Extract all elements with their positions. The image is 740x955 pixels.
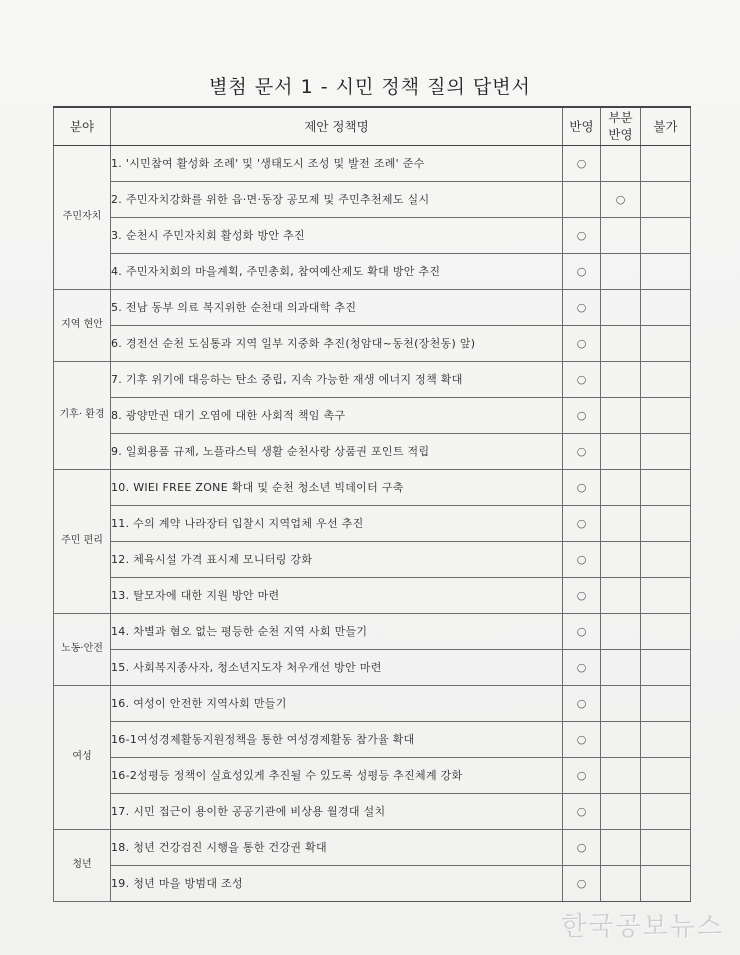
partial-mark-cell: [601, 541, 641, 577]
table-row: [54, 829, 691, 865]
table-body: [54, 145, 691, 901]
partial-mark-cell: [601, 577, 641, 613]
table-row: [54, 757, 691, 793]
reflected-mark-cell: ○: [563, 289, 601, 325]
table-header-row: [54, 107, 691, 145]
policy-answer-table: [53, 106, 691, 902]
policy-name-cell: 18. 청년 건강검진 시행을 통한 건강권 확대: [111, 829, 563, 865]
policy-name-cell: 6. 경전선 순천 도심통과 지역 일부 지중화 추진(청암대~동천(장천동) 앞): [111, 325, 563, 361]
reflected-mark-cell: ○: [563, 361, 601, 397]
category-cell: 지역 현안: [54, 289, 111, 361]
rejected-mark-cell: [641, 757, 691, 793]
policy-name-cell: 4. 주민자치회의 마을계획, 주민총회, 참여예산제도 확대 방안 추진: [111, 253, 563, 289]
partial-mark-cell: [601, 325, 641, 361]
table-row: [54, 253, 691, 289]
rejected-mark-cell: [641, 685, 691, 721]
reflected-mark-cell: ○: [563, 829, 601, 865]
policy-name-cell: 16-2성평등 정책이 실효성있게 추진될 수 있도록 성평등 추진체계 강화: [111, 757, 563, 793]
reflected-mark-cell: ○: [563, 793, 601, 829]
policy-name-cell: 7. 기후 위기에 대응하는 탄소 중립, 지속 가능한 재생 에너지 정책 확대: [111, 361, 563, 397]
policy-name-cell: 2. 주민자치강화를 위한 읍·면·동장 공모제 및 주민추천제도 실시: [111, 181, 563, 217]
reflected-mark-cell: ○: [563, 865, 601, 901]
newspaper-watermark: 한국공보뉴스: [561, 912, 724, 942]
partial-mark-cell: [601, 793, 641, 829]
table-row: [54, 145, 691, 181]
table-row: [54, 289, 691, 325]
reflected-mark-cell: ○: [563, 505, 601, 541]
partial-mark-cell: [601, 289, 641, 325]
rejected-mark-cell: [641, 613, 691, 649]
policy-name-cell: 19. 청년 마을 방범대 조성: [111, 865, 563, 901]
rejected-mark-cell: [641, 541, 691, 577]
partial-mark-cell: [601, 685, 641, 721]
rejected-mark-cell: [641, 253, 691, 289]
document-title: 별첨 문서 1 - 시민 정책 질의 답변서: [209, 76, 531, 98]
category-cell: 기후· 환경: [54, 361, 111, 469]
policy-name-cell: 13. 탈모자에 대한 지원 방안 마련: [111, 577, 563, 613]
partial-mark-cell: [601, 433, 641, 469]
reflected-mark-cell: ○: [563, 325, 601, 361]
category-cell: 청년: [54, 829, 111, 901]
rejected-mark-cell: [641, 289, 691, 325]
reflected-mark-cell: ○: [563, 577, 601, 613]
table-row: [54, 613, 691, 649]
partial-mark-cell: [601, 145, 641, 181]
reflected-mark-cell: ○: [563, 145, 601, 181]
rejected-mark-cell: [641, 217, 691, 253]
category-cell: 주민 편리: [54, 469, 111, 613]
table-row: [54, 181, 691, 217]
rejected-mark-cell: [641, 793, 691, 829]
reflected-mark-cell: ○: [563, 397, 601, 433]
reflected-mark-cell: [563, 181, 601, 217]
reflected-mark-cell: ○: [563, 613, 601, 649]
partial-mark-cell: [601, 829, 641, 865]
table-row: [54, 325, 691, 361]
policy-name-cell: 15. 사회복지종사자, 청소년지도자 처우개선 방안 마련: [111, 649, 563, 685]
table-row: [54, 577, 691, 613]
category-cell: 주민자치: [54, 145, 111, 289]
partial-mark-cell: [601, 865, 641, 901]
rejected-mark-cell: [641, 145, 691, 181]
table-row: [54, 721, 691, 757]
reflected-mark-cell: ○: [563, 433, 601, 469]
rejected-mark-cell: [641, 433, 691, 469]
header-partial: 부분 반영: [601, 107, 641, 145]
partial-mark-cell: [601, 757, 641, 793]
rejected-mark-cell: [641, 829, 691, 865]
partial-mark-cell: [601, 361, 641, 397]
rejected-mark-cell: [641, 469, 691, 505]
rejected-mark-cell: [641, 865, 691, 901]
rejected-mark-cell: [641, 325, 691, 361]
header-category: 분야: [54, 107, 111, 145]
policy-name-cell: 10. WIEI FREE ZONE 확대 및 순천 청소년 빅데이터 구축: [111, 469, 563, 505]
policy-name-cell: 8. 광양만권 대기 오염에 대한 사회적 책임 촉구: [111, 397, 563, 433]
rejected-mark-cell: [641, 649, 691, 685]
table-row: [54, 541, 691, 577]
reflected-mark-cell: ○: [563, 253, 601, 289]
rejected-mark-cell: [641, 577, 691, 613]
header-reflected: 반영: [563, 107, 601, 145]
policy-name-cell: 14. 차별과 혐오 없는 평등한 순천 지역 사회 만들기: [111, 613, 563, 649]
partial-mark-cell: [601, 721, 641, 757]
rejected-mark-cell: [641, 361, 691, 397]
partial-mark-cell: [601, 649, 641, 685]
policy-name-cell: 5. 전남 동부 의료 복지위한 순천대 의과대학 추진: [111, 289, 563, 325]
header-policy: 제안 정책명: [111, 107, 563, 145]
partial-mark-cell: [601, 397, 641, 433]
partial-mark-cell: ○: [601, 181, 641, 217]
reflected-mark-cell: ○: [563, 721, 601, 757]
reflected-mark-cell: ○: [563, 541, 601, 577]
policy-name-cell: 16-1여성경제활동지원정책을 통한 여성경제활동 참가율 확대: [111, 721, 563, 757]
reflected-mark-cell: ○: [563, 469, 601, 505]
reflected-mark-cell: ○: [563, 685, 601, 721]
table-row: [54, 685, 691, 721]
partial-mark-cell: [601, 253, 641, 289]
policy-name-cell: 3. 순천시 주민자치회 활성화 방안 추진: [111, 217, 563, 253]
rejected-mark-cell: [641, 181, 691, 217]
table-row: [54, 433, 691, 469]
category-cell: 노동·안전: [54, 613, 111, 685]
table-row: [54, 865, 691, 901]
partial-mark-cell: [601, 469, 641, 505]
partial-mark-cell: [601, 217, 641, 253]
rejected-mark-cell: [641, 397, 691, 433]
rejected-mark-cell: [641, 721, 691, 757]
policy-name-cell: 16. 여성이 안전한 지역사회 만들기: [111, 685, 563, 721]
policy-name-cell: 17. 시민 접근이 용이한 공공기관에 비상용 월경대 설치: [111, 793, 563, 829]
partial-mark-cell: [601, 613, 641, 649]
rejected-mark-cell: [641, 505, 691, 541]
category-cell: 여성: [54, 685, 111, 829]
policy-name-cell: 12. 체육시설 가격 표시제 모니터링 강화: [111, 541, 563, 577]
policy-name-cell: 11. 수의 계약 나라장터 입찰시 지역업체 우선 추진: [111, 505, 563, 541]
reflected-mark-cell: ○: [563, 217, 601, 253]
partial-mark-cell: [601, 505, 641, 541]
reflected-mark-cell: ○: [563, 757, 601, 793]
table-row: [54, 505, 691, 541]
table-row: [54, 649, 691, 685]
policy-name-cell: 9. 일회용품 규제, 노플라스틱 생활 순천사랑 상품권 포인트 적립: [111, 433, 563, 469]
table-row: [54, 217, 691, 253]
header-rejected: 불가: [641, 107, 691, 145]
table-row: [54, 469, 691, 505]
table-row: [54, 361, 691, 397]
policy-name-cell: 1. '시민참여 활성화 조례' 및 '생태도시 조성 및 발전 조례' 준수: [111, 145, 563, 181]
table-row: [54, 793, 691, 829]
reflected-mark-cell: ○: [563, 649, 601, 685]
table-row: [54, 397, 691, 433]
